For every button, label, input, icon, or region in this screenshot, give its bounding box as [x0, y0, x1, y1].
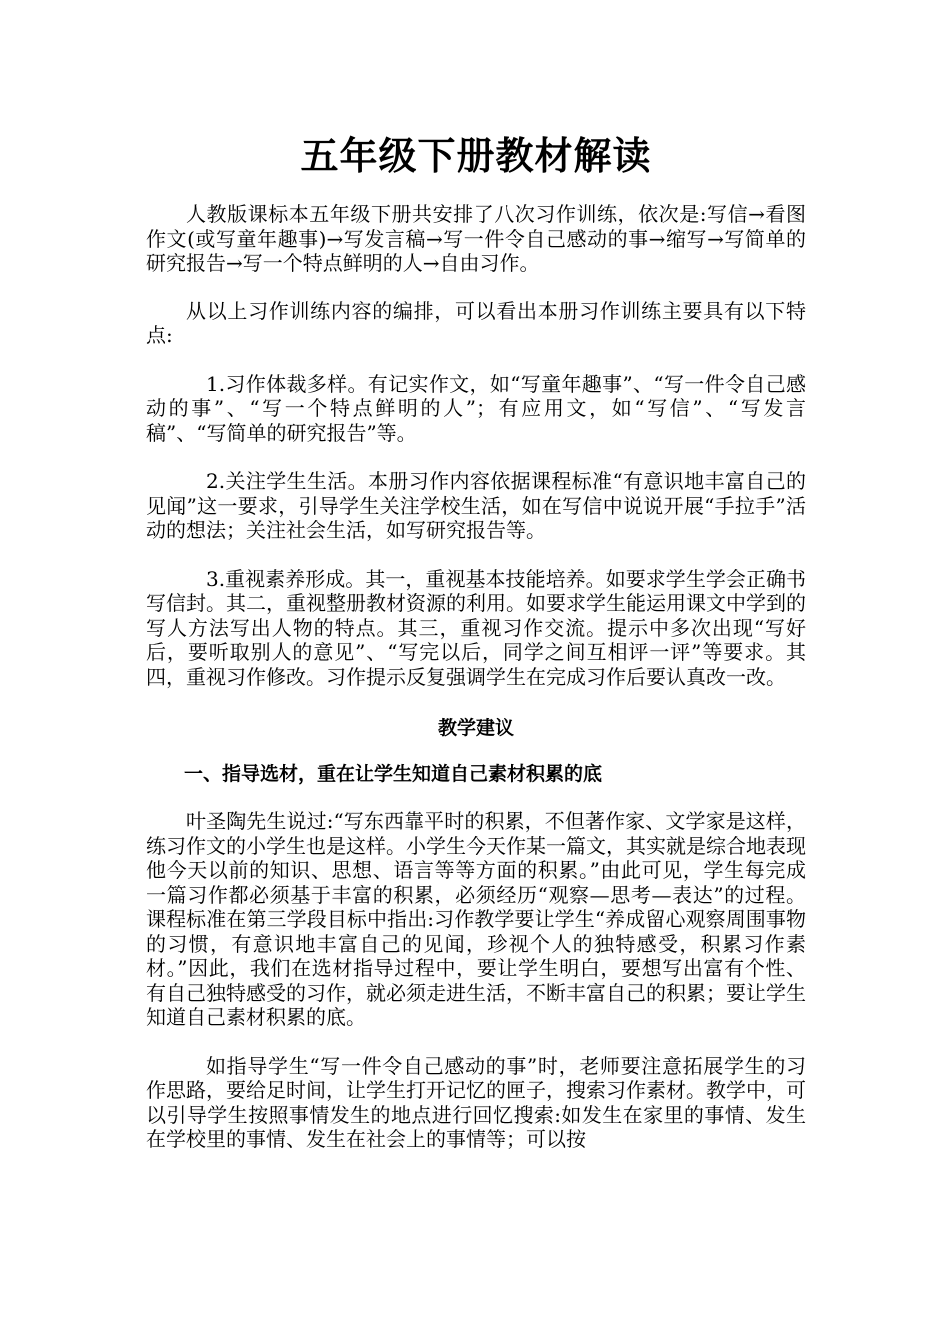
teaching-suggestions-heading: 教学建议 — [437, 717, 514, 739]
example-paragraph: 如指导学生“写一件令自己感动的事”时，老师要注意拓展学生的习作思路，要给足时间，让学生打开记忆的匣子，搜索习作素材。教学中，可以引导学生按照事情发生的地点进行回忆搜索:如发生在家里的事情、发生在学校里的事情、发生在社会上的事情等；可以按 — [146, 1053, 806, 1151]
feature-item: 2.关注学生生活。本册习作内容依据课程标准“有意识地丰富自己的见闻”这一要求，引导学生关注学校生活，如在写信中说说开展“手拉手”活动的想法；关注社会生活，如写研究报告等。 — [146, 469, 806, 542]
section-paragraph: 叶圣陶先生说过:“写东西靠平时的积累，不但著作家、文学家是这样，练习作文的小学生也是这样。小学生今天作某一篇文，其实就是综合地表现他今天以前的知识、思想、语言等等方面的积累。”由此可见，学生每完成一篇习作都必须基于丰富的积累，必须经历“观察—思考—表达”的过程。课程标准在第三学段目标中指出:习作教学要让学生“养成留心观察周围事物的习惯，有意识地丰富自己的见闻，珍视个人的独特感受，积累习作素材。”因此，我们在选材指导过程中，要让学生明白，要想写出富有个性、有自己独特感受的习作，就必须走进生活，不断丰富自己的积累；要让学生知道自己素材积累的底。 — [146, 809, 806, 1029]
feature-item: 1.习作体裁多样。有记实作文，如“写童年趣事”、“写一件令自己感动的事”、“写一个特点鲜明的人”；有应用文，如“写信”、“写发言稿”、“写简单的研究报告”等。 — [146, 371, 806, 445]
section-heading: 一、指导选材，重在让学生知道自己素材积累的底 — [184, 763, 603, 785]
intro-paragraph: 人教版课标本五年级下册共安排了八次习作训练，依次是:写信→看图作文(或写童年趣事)→写发言稿→写一件令自己感动的事→缩写→写简单的研究报告→写一个特点鲜明的人→自由习作。 — [146, 202, 806, 275]
document-page — [146, 120, 806, 1152]
feature-item: 3.重视素养形成。其一，重视基本技能培养。如要求学生学会正确书写信封。其二，重视整册教材资源的利用。如要求学生能运用课文中学到的写人方法写出人物的特点。其三，重视习作交流。提示中多次出现“写好后，要听取别人的意见”、“写完以后，同学之间互相评一评”等要求。其四，重视习作修改。习作提示反复强调学生在完成习作后要认真改一改。 — [146, 566, 806, 689]
document-title: 五年级下册教材解读 — [300, 133, 652, 178]
summary-paragraph: 从以上习作训练内容的编排，可以看出本册习作训练主要具有以下特点: — [146, 298, 806, 347]
